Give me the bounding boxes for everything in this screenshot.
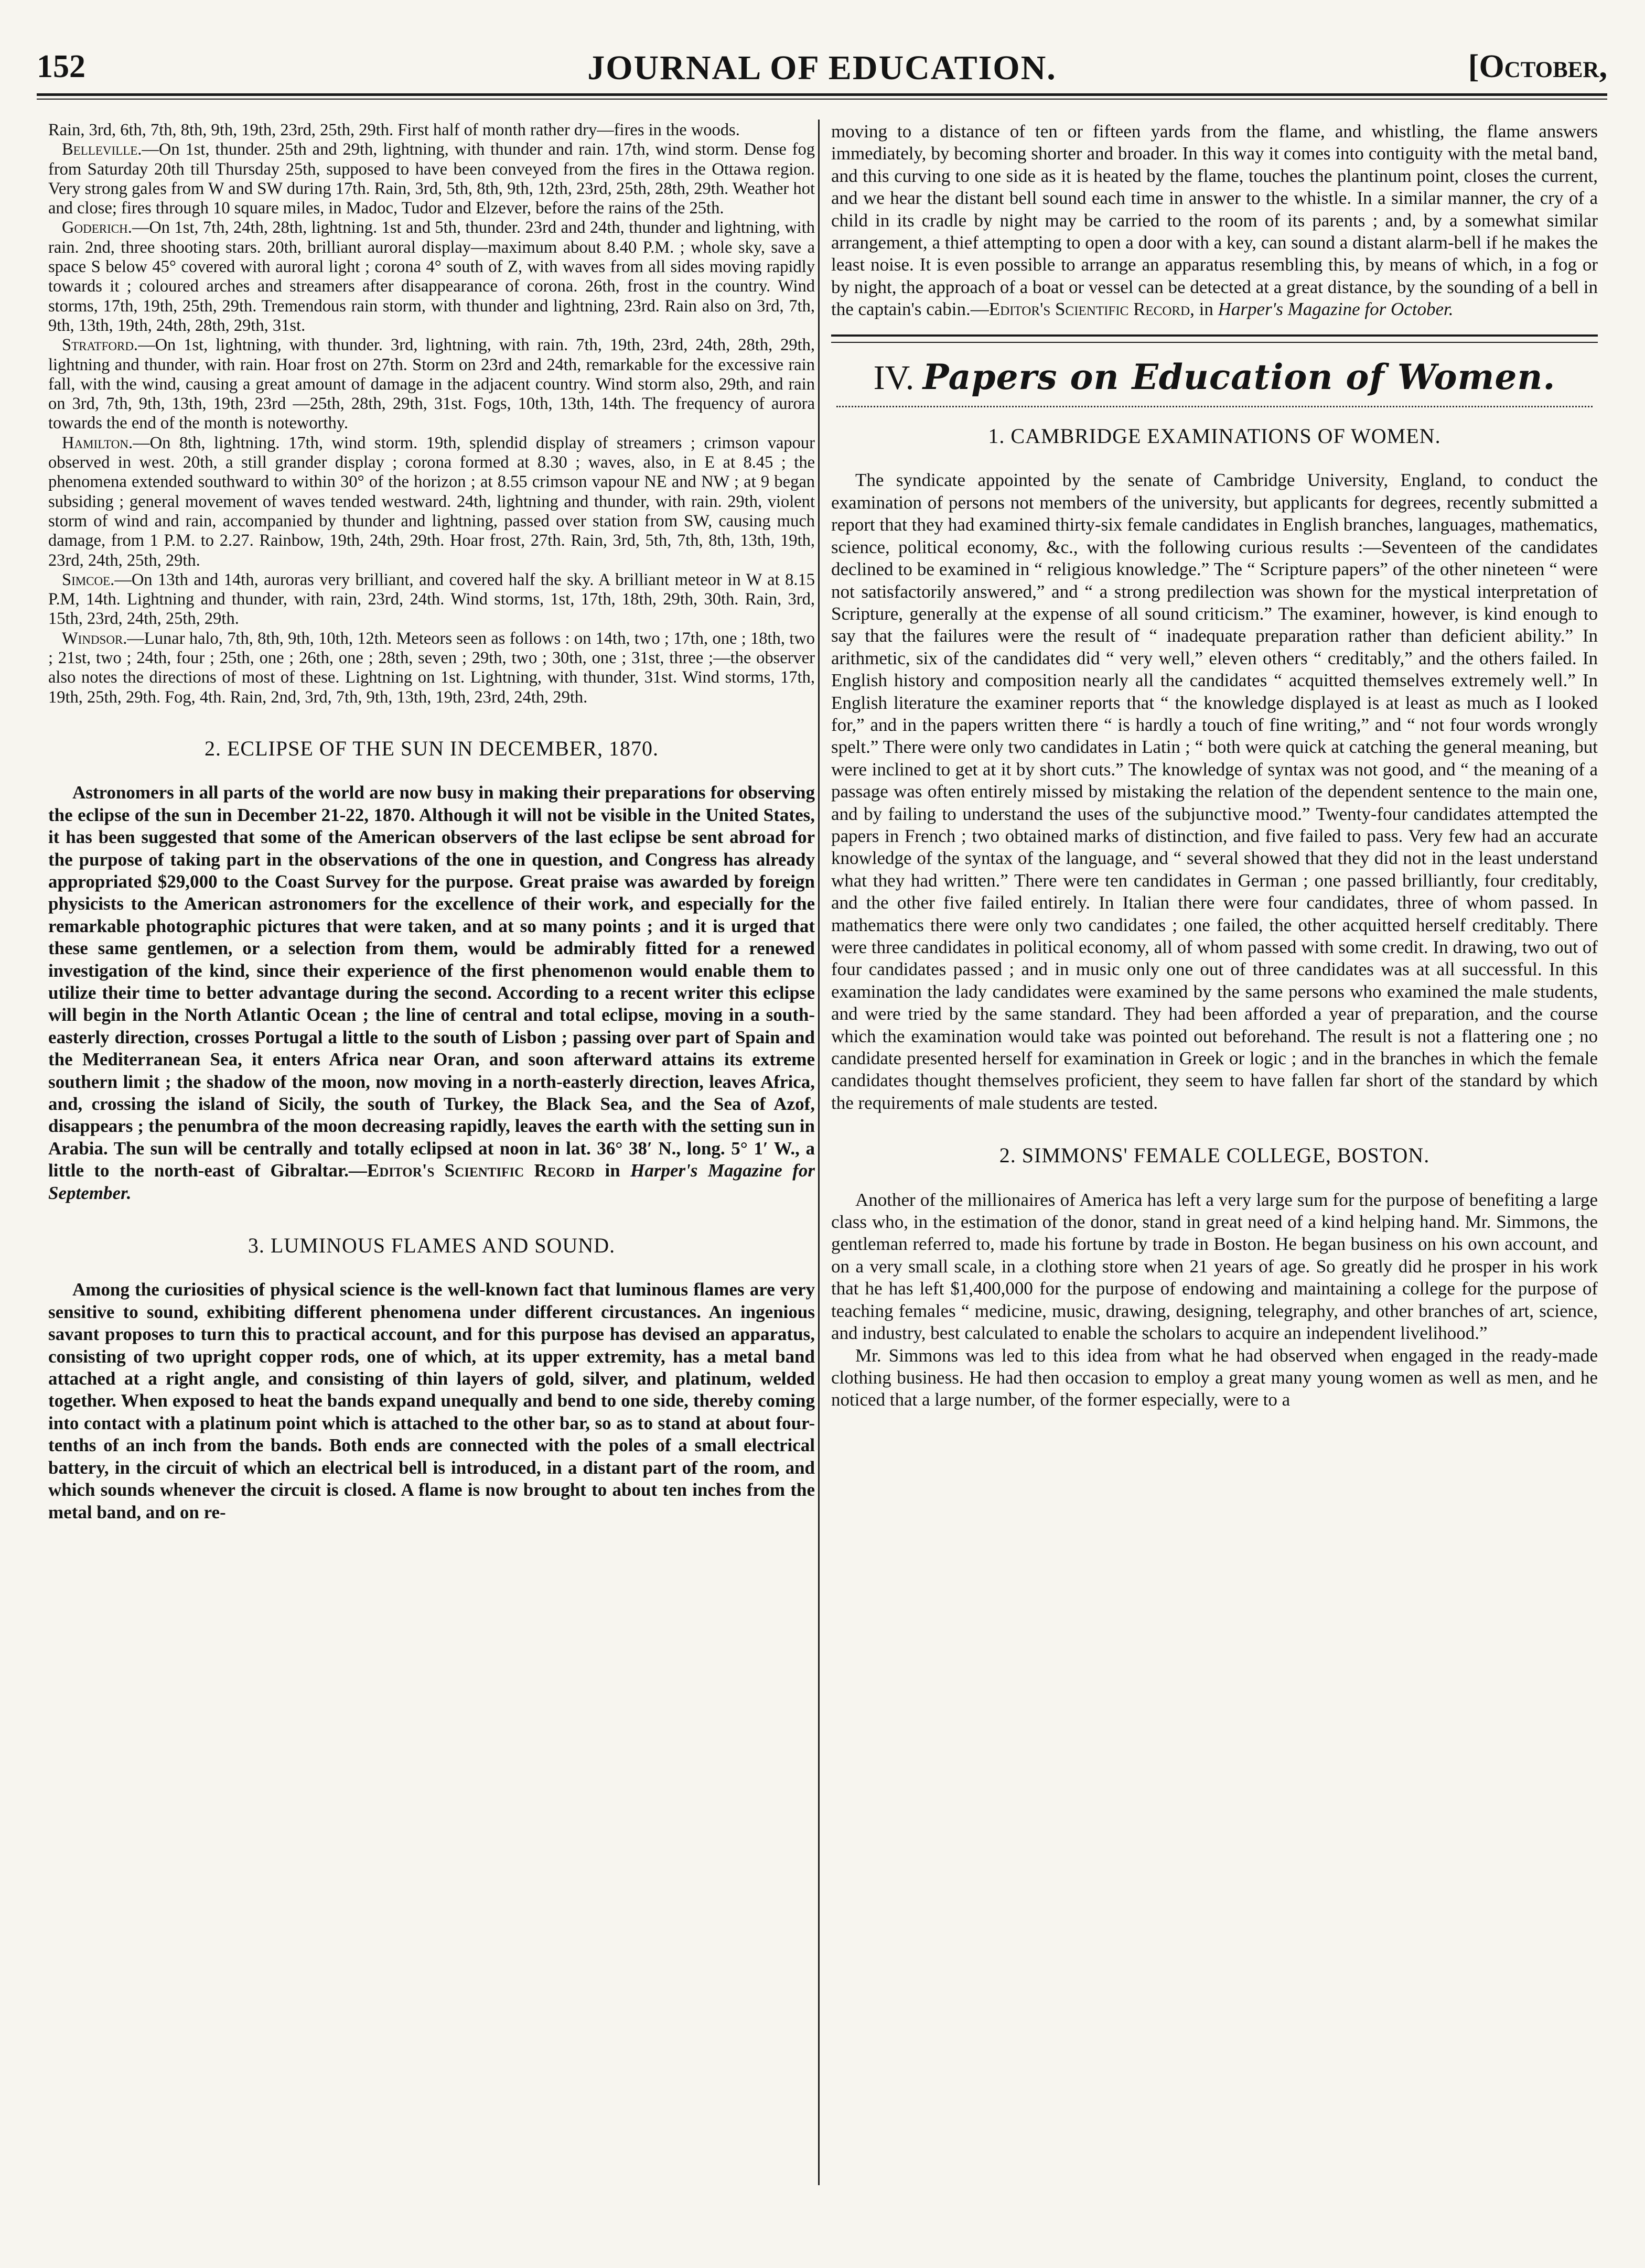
part-ornament-rule bbox=[836, 398, 1593, 407]
flames-credit-magazine: Harper's Magazine for October. bbox=[1218, 299, 1454, 320]
flames-continuation bbox=[831, 121, 1598, 321]
simmons-heading: 2. SIMMONS' FEMALE COLLEGE, BOSTON. bbox=[999, 1143, 1430, 1168]
station-text: —On 1st, thunder. 25th and 29th, lightning, with thunder and rain. 17th, wind storm. Dense fog from Saturday 20th till Thursday 25th, supposed to have been conveyed from the fires in the Ottawa region. Very strong gales from W and SW during 17th. Rain, 3rd, 5th, 8th, 9th, 12th, 23rd, 25th, 28th, 29th. Weather hot and close; fires through 10 square miles, in Madoc, Tudor and Elzever, before the rains of the 25th. bbox=[48, 140, 815, 218]
weather-station-hamilton bbox=[48, 434, 815, 570]
station-name: Windsor. bbox=[62, 629, 127, 648]
weather-intro: Rain, 3rd, 6th, 7th, 8th, 9th, 19th, 23rd, 25th, 29th. First half of month rather dry—fires in the woods. bbox=[48, 121, 740, 139]
station-text: —On 1st, lightning, with thunder. 3rd, lightning, with rain. 7th, 19th, 23rd, 24th, 28th, 29th, lightning and thunder, with rain. Hoar frost on 27th. Storm on 23rd and 24th, remarkable for the excessive rain fall, with the wind, causing a great amount of damage in the adjacent country. Wind storm also, 29th, and rain on 3rd, 7th, 9th, 13th, 19th, 23rd —25th, 28th, 29th, 31st. Fogs, 10th, 13th, 14th. The frequency of aurora towards the end of the month is noteworthy. bbox=[48, 336, 815, 433]
right-column bbox=[831, 121, 1598, 1411]
flames-article bbox=[48, 1279, 815, 1523]
station-name: Belleville. bbox=[62, 140, 142, 159]
cambridge-paragraph: The syndicate appointed by the senate of Cambridge University, England, to conduct the examination of persons not members of the university, but applicants for degrees, recently submitted a report that they had examined thirty-six female candidates in English branches, languages, mathematics, science, political economy, &c., with the following curious results :—Seventeen of the candidates declined to be examined in “ religious knowledge.” The “ Scripture papers” of the other nineteen “ were not satisfactorily answered,” and “ a strong predilection was shown for the mystical interpretation of Scripture, generally at the expense of all sound criticism.” The examiner, however, is kind enough to say that the failures were the result of “ inadequate preparation rather than deficient ability.” In arithmetic, six of the candidates did “ very well,” eleven others “ creditably,” and the others failed. In English history and composition nearly all the candidates “ acquitted themselves extremely well.” In English literature the examiner reports that “ the knowledge displayed is at least as much as I looked for,” and in the papers written there “ is hardly a touch of fine writing,” and “ not four words wrongly spelt.” There were only two candidates in Latin ; “ both were quick at catching the general meaning, but were inclined to get at it by short cuts.” The knowledge of syntax was not good, and “ the meaning of a passage was often entirely missed by mistaking the relation of the dependent sentence to the main one, and by failing to understand the uses of the subjunctive mood.” Twenty-four candidates attempted the papers in French ; two obtained marks of distinction, and five failed to pass. Very few had an accurate knowledge of the syntax of the language, and “ several showed that they did not in the least understand what they had written.” There were ten candidates in German ; one passed brilliantly, four creditably, and the other five failed entirely. In Italian there were four candidates, three of whom passed. In mathematics there were only two candidates ; one failed, the other acquitted herself creditably. There were three candidates in political economy, all of whom passed with some credit. In drawing, two out of four candidates passed ; and in music only one out of three candidates was at all successful. In this examination the lady candidates were examined by the same persons who examined the male students, and were tried by the same standard. They had been afforded a year of preparation, and the course which the examination would take was pointed out beforehand. The result is not a flattering one ; no candidate presented herself for examination in Greek or logic ; and in the branches in which the female candidates thought themselves proficient, they seem to have fallen far short of the standard by which the requirements of male students are tested. bbox=[831, 470, 1598, 1113]
flames-cont-text: moving to a distance of ten or fifteen yards from the flame, and whistling, the flame answers immediately, by becoming shorter and broader. In this way it comes into contiguity with the metal band, and this curving to one side as it is heated by the flame, touches the plantinum point, closes the current, and we hear the distant bell sound each time in answer to the whistle. In a similar manner, the cry of a child in its cradle by night may be carried to the room of its parents ; and, by a somewhat similar arrangement, a thief attempting to open a door with a key, can sound a distant alarm-bell if he makes the least noise. It is even possible to arrange an apparatus resembling this, by means of which, in a fog or by night, the approach of a boat or vessel can be detected at a great distance, by the sounding of a bell in the captain's cabin. bbox=[831, 121, 1598, 320]
weather-station-simcoe bbox=[48, 570, 815, 629]
eclipse-text: Astronomers in all parts of the world are now busy in making their preparations for observing the eclipse of the sun in December 21-22, 1870. Although it will not be visible in the United States, it has been suggested that some of the American observers of the last eclipse be sent abroad for the purpose of taking part in the observations of the one in question, and Congress has already appropriated $29,000 to the Coast Survey for the purpose. Great praise was awarded by foreign physicists to the American astronomers for the excellence of their work, and especially for the remarkable photographic pictures that were taken, and at so many points ; and it is urged that these same gentlemen, or a selection from them, would be admirably fitted for a renewed investigation of the kind, since their experience of the first phenomenon would enable them to utilize their time to better advantage during the second. According to a recent writer this eclipse will begin in the North Atlantic Ocean ; the line of central and total eclipse, moving in a south-easterly direction, crosses Portugal a little to the south of Lisbon ; passing over part of Spain and the Mediterranean Sea, it enters Africa near Oran, and soon afterward attains its extreme southern limit ; the shadow of the moon, now moving in a north-easterly direction, leaves Africa, and, crossing the island of Sicily, the south of Turkey, the Black Sea, and the Sea of Azof, disappears ; the penumbra of the moon decreasing rapidly, leaves the earth with the setting sun in Arabia. The sun will be centrally and totally eclipsed at noon in lat. 36° 38′ N., long. 5° 1′ W., a little to the north-east of Gibraltar. bbox=[48, 782, 815, 1181]
weather-report bbox=[48, 121, 815, 707]
part-numeral: IV. bbox=[873, 358, 915, 397]
weather-station-goderich bbox=[48, 218, 815, 336]
flames-heading: 3. LUMINOUS FLAMES AND SOUND. bbox=[248, 1234, 616, 1258]
eclipse-heading: 2. ECLIPSE OF THE SUN IN DECEMBER, 1870. bbox=[205, 736, 659, 760]
journal-title: JOURNAL OF EDUCATION. bbox=[587, 49, 1057, 87]
running-head bbox=[37, 48, 1607, 95]
station-name: Simcoe. bbox=[62, 570, 115, 589]
flames-credit: —Editor's Scientific Record bbox=[970, 299, 1190, 320]
eclipse-credit: —Editor's Scientific Record bbox=[348, 1160, 595, 1181]
running-head-month: [October, bbox=[1468, 49, 1607, 84]
station-text: —On 1st, 7th, 24th, 28th, lightning. 1st and 5th, thunder. 23rd and 24th, thunder and lightning, with rain. 2nd, three shooting stars. 20th, brilliant auroral display—maximum about 8.40 P.M. ; whole sky, save a space S below 45° covered with auroral light ; corona 4° south of Z, with waves from all sides moving rapidly towards it ; coloured arches and streamers after disappearance of corona. 26th, frost in the country. Wind storms, 17th, 19th, 25th, 29th. Tremendous rain storm, with thunder and lightning, 23rd. Rain also on 3rd, 7th, 9th, 13th, 19th, 24th, 28th, 29th, 31st. bbox=[48, 218, 815, 335]
page-number: 152 bbox=[37, 49, 85, 84]
cambridge-heading: 1. CAMBRIDGE EXAMINATIONS OF WOMEN. bbox=[988, 424, 1441, 448]
eclipse-article bbox=[48, 782, 815, 1204]
part-heading bbox=[831, 356, 1598, 397]
column-separator bbox=[818, 120, 820, 2185]
weather-station-belleville bbox=[48, 140, 815, 218]
part-rule bbox=[831, 334, 1598, 343]
station-name: Stratford. bbox=[62, 336, 138, 355]
eclipse-credit-magazine: Harper's Magazine for September. bbox=[48, 1160, 815, 1203]
simmons-paragraph: Mr. Simmons was led to this idea from what he had observed when engaged in the ready-made clothing business. He had then occasion to employ a great many young women as well as men, and he noticed that a large number, of the former especially, were to a bbox=[831, 1345, 1598, 1410]
part-title: Papers on Education of Women. bbox=[922, 356, 1556, 397]
left-column bbox=[48, 121, 815, 1524]
weather-station-windsor bbox=[48, 629, 815, 707]
weather-station-stratford bbox=[48, 336, 815, 433]
flames-credit-in: , in bbox=[1190, 299, 1218, 320]
station-text: —On 8th, lightning. 17th, wind storm. 19th, splendid display of streamers ; crimson vapour observed in west. 20th, a still grander display ; corona formed at 8.30 ; waves, also, in E at 8.45 ; the phenomena extended southward to within 30° of the horizon ; at 8.55 crimson vapour NE and NW ; at 9 began subsiding ; general movement of waves tended westward. 24th, lightning and thunder, with rain. 29th, violent storm of wind and rain, accompanied by thunder and lightning, passed over station from SW, causing much damage, from 1 P.M. to 2.27. Rainbow, 19th, 24th, 29th. Hoar frost, 27th. Rain, 3rd, 5th, 7th, 8th, 13th, 19th, 23rd, 24th, 25th, 29th. bbox=[48, 433, 815, 570]
eclipse-paragraph bbox=[48, 782, 815, 1204]
flames-paragraph: Among the curiosities of physical science is the well-known fact that luminous flames are very sensitive to sound, exhibiting different phenomena under different circustances. An ingenious savant proposes to turn this to practical account, and for this purpose has devised an apparatus, consisting of two upright copper rods, one of which, at its upper extremity, has a metal band attached at a right angle, and consisting of thin layers of gold, silver, and platinum, welded together. When exposed to heat the bands expand unequally and bend to one side, thereby coming into contact with a platinum point which is attached to the other bar, so as to stand at about four-tenths of an inch from the bands. Both ends are connected with the poles of a small electrical battery, in the circuit of which an electrical bell is introduced, in a distant part of the room, and which sounds whenever the circuit is closed. A flame is now brought to about ten inches from the metal band, and on re- bbox=[48, 1279, 815, 1522]
header-rule bbox=[37, 93, 1607, 96]
station-name: Hamilton. bbox=[62, 433, 133, 452]
station-text: —On 13th and 14th, auroras very brilliant, and covered half the sky. A brilliant meteor in W at 8.15 P.M, 14th. Lightning and thunder, with rain, 23rd, 24th. Wind storms, 1st, 17th, 18th, 29th, 30th. Rain, 3rd, 15th, 23rd, 24th, 25th, 29th. bbox=[48, 570, 815, 629]
eclipse-credit-in: in bbox=[595, 1160, 631, 1181]
header-rule-thin bbox=[37, 99, 1607, 100]
station-name: Goderich. bbox=[62, 218, 132, 237]
station-text: —Lunar halo, 7th, 8th, 9th, 10th, 12th. Meteors seen as follows : on 14th, two ; 17th, one ; 18th, two ; 21st, two ; 24th, four ; 25th, one ; 26th, one ; 28th, seven ; 29th, two ; 30th, one ; 31st, three ;—the observer also notes the directions of most of these. Lightning on 1st. Lightning, with thunder, 31st. Wind storms, 17th, 19th, 25th, 29th. Fog, 4th. Rain, 2nd, 3rd, 7th, 9th, 13th, 19th, 23rd, 24th, 29th. bbox=[48, 629, 815, 707]
simmons-paragraph: Another of the millionaires of America has left a very large sum for the purpose of benefiting a large class who, in the estimation of the donor, stand in great need of a kind helping hand. Mr. Simmons, the gentleman referred to, made his fortune by trade in Boston. He began business on his own account, and on a very small scale, in a clothing store when 21 years of age. So greatly did he prosper in his work that he has left $1,400,000 for the purpose of endowing and maintaining a college for the purpose of teaching females “ medicine, music, drawing, designing, telegraphy, and other branches of art, science, and industry, best calculated to enable the scholars to acquire an independent livelihood.” bbox=[831, 1189, 1598, 1344]
